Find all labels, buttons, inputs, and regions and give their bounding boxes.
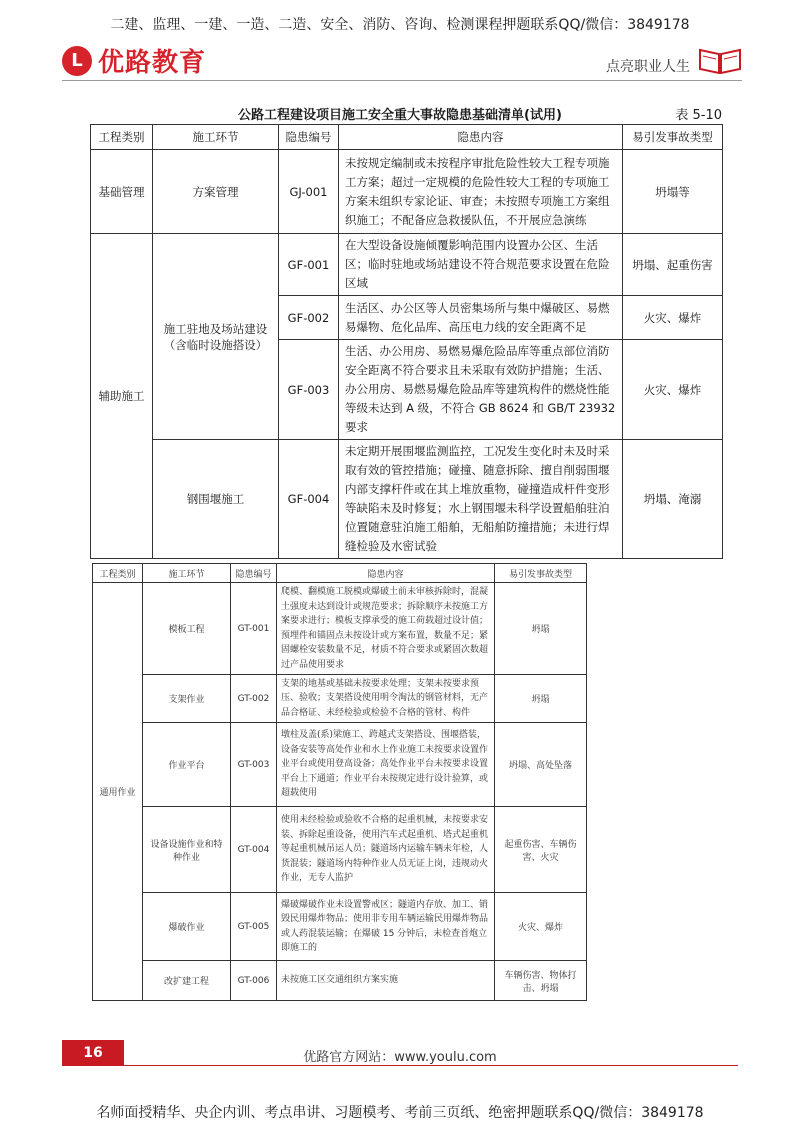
table-row	[93, 583, 587, 675]
stage-cell: 爆破作业	[143, 893, 231, 961]
accident-cell: 火灾、爆炸	[623, 296, 723, 340]
stage-cell: 作业平台	[143, 723, 231, 807]
content-cell: 生活、办公用房、易燃易爆危险品库等重点部位消防安全距离不符合要求且未采取有效防护措施；生活、办公用房、易燃易爆危险品库等建筑构件的燃烧性能等级未达到 A 级，不符合 GB 8624 和 GB/T 23932 要求	[339, 340, 623, 440]
code-cell: GJ-001	[279, 150, 339, 234]
stage-cell: 方案管理	[153, 150, 279, 234]
page-header	[62, 40, 742, 81]
header-cell: 工程类别	[93, 564, 143, 583]
stage-cell: 支架作业	[143, 675, 231, 723]
content-cell: 支架的地基或基础未按要求处理；支架未按要求预压、验收；支架搭设使用明令淘汰的钢管材料，无产品合格证、未经检验或检验不合格的管材、构件	[277, 675, 495, 723]
table-row	[91, 150, 723, 234]
hazard-table-main	[90, 124, 723, 559]
content-cell: 爆破爆破作业未设置警戒区；隧道内存放、加工、销毁民用爆炸物品；使用非专用车辆运输民用爆炸物品或人药混装运输；在爆破 15 分钟后，未检查首炮立即施工的	[277, 893, 495, 961]
accident-cell: 坍塌	[495, 675, 587, 723]
open-book-icon	[698, 46, 742, 74]
header-cell: 施工环节	[153, 125, 279, 150]
accident-cell: 坍塌	[495, 583, 587, 675]
accident-cell: 车辆伤害、物体打击、坍塌	[495, 961, 587, 1001]
header-cell: 隐患编号	[231, 564, 277, 583]
footer-divider	[124, 1065, 738, 1066]
table-number: 表 5-10	[675, 108, 722, 123]
content-cell: 未按规定编制或未按程序审批危险性较大工程专项施工方案；超过一定规模的危险性较大工程的专项施工方案未组织专家论证、审查；未按照专项施工方案组织施工；不配备应急救援队伍，不开展应急演练	[339, 150, 623, 234]
code-cell: GF-003	[279, 340, 339, 440]
table-header-row	[93, 564, 587, 583]
content-cell: 爬模、翻模施工脱模或爆破土前未审核拆除时，混凝土强度未达到设计或规范要求；拆除顺序未按施工方案要求进行；模板支撑承受的施工荷载超过设计值；预埋件和锚固点未按设计或方案布置，数量不足；紧固螺栓安装数量不足，材质不符合要求或紧固次数超过产品使用要求	[277, 583, 495, 675]
code-cell: GT-001	[231, 583, 277, 675]
table-row	[93, 807, 587, 893]
header-cell: 施工环节	[143, 564, 231, 583]
table-row	[91, 234, 723, 296]
code-cell: GF-004	[279, 440, 339, 559]
accident-cell: 起重伤害、车辆伤害、火灾	[495, 807, 587, 893]
table-row	[91, 440, 723, 559]
hazard-table-continued	[92, 563, 587, 1001]
content-cell: 未按施工区交通组织方案实施	[277, 961, 495, 1001]
category-cell: 通用作业	[93, 583, 143, 1001]
stage-cell: 模板工程	[143, 583, 231, 675]
header-cell: 易引发事故类型	[623, 125, 723, 150]
logo-mark-icon: L	[62, 46, 92, 76]
logo-text: 优路教育	[98, 48, 207, 78]
logo	[62, 42, 206, 79]
stage-cell: 设备设施作业和特种作业	[143, 807, 231, 893]
code-cell: GT-006	[231, 961, 277, 1001]
category-cell: 辅助施工	[91, 234, 153, 559]
code-cell: GF-002	[279, 296, 339, 340]
code-cell: GT-005	[231, 893, 277, 961]
bottom-banner: 名师面授精华、央企内训、考点串讲、习题模考、考前三页纸、绝密押题联系QQ/微信：3849178	[96, 1105, 704, 1121]
accident-cell: 坍塌、淹溺	[623, 440, 723, 559]
top-banner: 二建、监理、一建、一造、二造、安全、消防、咨询、检测课程押题联系QQ/微信：3849178	[110, 17, 690, 33]
content-cell: 使用未经检验或验收不合格的起重机械，未按要求安装、拆除起重设备，使用汽车式起重机、塔式起重机等起重机械吊运人员；隧道场内运输车辆未年检，人货混装；隧道场内特种作业人员无证上岗，违规动火作业，无专人监护	[277, 807, 495, 893]
table-row	[93, 675, 587, 723]
accident-cell: 火灾、爆炸	[623, 340, 723, 440]
accident-cell: 坍塌、起重伤害	[623, 234, 723, 296]
code-cell: GT-003	[231, 723, 277, 807]
header-cell: 隐患编号	[279, 125, 339, 150]
content-cell: 墩柱及盖(系)梁施工、跨越式支架搭设、围堰搭装，设备安装等高处作业和水上作业施工未按要求设置作业平台或使用登高设备；高处作业平台未按要求设置平台上下通道；作业平台未按规定进行设计验算，或超载使用	[277, 723, 495, 807]
code-cell: GT-002	[231, 675, 277, 723]
content-cell: 未定期开展围堰监测监控，工况发生变化时未及时采取有效的管控措施；碰撞、随意拆除、擅自削弱围堰内部支撑杆件或在其上堆放重物，碰撞造成杆件变形等缺陷未及时修复；水上钢围堰未科学设置船舶驻泊位置随意驻泊施工船舶，无船舶防撞措施；未进行焊缝检验及水密试验	[339, 440, 623, 559]
table-header-row	[91, 125, 723, 150]
stage-cell: 钢围堰施工	[153, 440, 279, 559]
category-cell: 基础管理	[91, 150, 153, 234]
page-number: 16	[62, 1040, 124, 1066]
website-link[interactable]: 优路官方网站：www.youlu.com	[303, 1050, 497, 1065]
table-row	[93, 893, 587, 961]
code-cell: GF-001	[279, 234, 339, 296]
accident-cell: 坍塌等	[623, 150, 723, 234]
accident-cell: 坍塌、高处坠落	[495, 723, 587, 807]
code-cell: GT-004	[231, 807, 277, 893]
content-cell: 生活区、办公区等人员密集场所与集中爆破区、易燃易爆物、危化品库、高压电力线的安全距离不足	[339, 296, 623, 340]
table-row	[93, 723, 587, 807]
content-cell: 在大型设备设施倾覆影响范围内设置办公区、生活区；临时驻地或场站建设不符合规范要求设置在危险区域	[339, 234, 623, 296]
header-cell: 隐患内容	[339, 125, 623, 150]
header-cell: 隐患内容	[277, 564, 495, 583]
table-row	[93, 961, 587, 1001]
header-cell: 易引发事故类型	[495, 564, 587, 583]
header-cell: 工程类别	[91, 125, 153, 150]
accident-cell: 火灾、爆炸	[495, 893, 587, 961]
stage-cell: 改扩建工程	[143, 961, 231, 1001]
stage-cell: 施工驻地及场站建设（含临时设施搭设）	[153, 234, 279, 440]
slogan: 点亮职业人生	[606, 59, 690, 75]
table-title: 公路工程建设项目施工安全重大事故隐患基础清单(试用)	[238, 108, 562, 123]
